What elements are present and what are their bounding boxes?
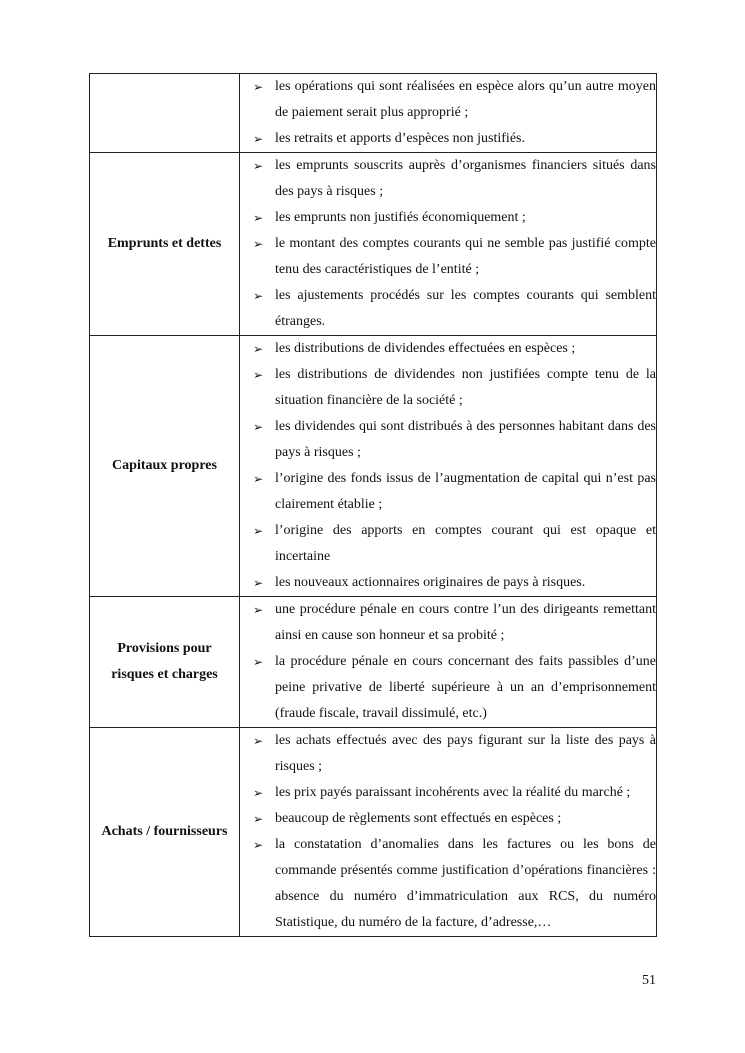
arrow-bullet-icon: ➢ [253, 838, 264, 852]
table-row [90, 153, 657, 336]
category-cell: Emprunts et dettes [90, 153, 240, 336]
list-item: ➢ une procédure pénale en cours contre l’un des dirigeants remettant ainsi en cause son honneur et sa probité ; [240, 597, 656, 649]
items-cell [240, 153, 657, 336]
list-item: ➢ le montant des comptes courants qui ne semble pas justifié compte tenu des caractéristiques de l’entité ; [240, 231, 656, 283]
arrow-bullet-icon: ➢ [253, 734, 264, 748]
category-cell [90, 597, 240, 728]
arrow-bullet-icon: ➢ [253, 368, 264, 382]
items-cell [240, 597, 657, 728]
table-row [90, 728, 657, 937]
list-item: ➢ les opérations qui sont réalisées en espèce alors qu’un autre moyen de paiement serait plus approprié ; [240, 74, 656, 126]
list-item: ➢ les emprunts non justifiés économiquement ; [240, 205, 656, 231]
category-cell [90, 74, 240, 153]
bullet-list [240, 336, 656, 596]
list-item: ➢ la procédure pénale en cours concernant des faits passibles d’une peine privative de liberté supérieure à un an d’emprisonnement (fraude fiscale, travail dissimulé, etc.) [240, 649, 656, 727]
arrow-bullet-icon: ➢ [253, 576, 264, 590]
arrow-bullet-icon: ➢ [253, 812, 264, 826]
page-number: 51 [642, 973, 656, 988]
risk-indicators-table [89, 73, 657, 937]
list-item: ➢ les dividendes qui sont distribués à des personnes habitant dans des pays à risques ; [240, 414, 656, 466]
category-cell: Capitaux propres [90, 336, 240, 597]
arrow-bullet-icon: ➢ [253, 237, 264, 251]
list-item: ➢ l’origine des fonds issus de l’augmentation de capital qui n’est pas clairement établie ; [240, 466, 656, 518]
items-cell [240, 728, 657, 937]
list-item: ➢ les prix payés paraissant incohérents avec la réalité du marché ; [240, 780, 656, 806]
bullet-list [240, 597, 656, 727]
bullet-list [240, 74, 656, 152]
arrow-bullet-icon: ➢ [253, 132, 264, 146]
arrow-bullet-icon: ➢ [253, 524, 264, 538]
arrow-bullet-icon: ➢ [253, 603, 264, 617]
arrow-bullet-icon: ➢ [253, 289, 264, 303]
items-cell [240, 74, 657, 153]
table-row [90, 74, 657, 153]
table-row [90, 597, 657, 728]
arrow-bullet-icon: ➢ [253, 420, 264, 434]
bullet-list [240, 153, 656, 335]
list-item: ➢ les ajustements procédés sur les comptes courants qui semblent étranges. [240, 283, 656, 335]
list-item: ➢ l’origine des apports en comptes courant qui est opaque et incertaine [240, 518, 656, 570]
list-item: ➢ les achats effectués avec des pays figurant sur la liste des pays à risques ; [240, 728, 656, 780]
arrow-bullet-icon: ➢ [253, 159, 264, 173]
category-line: risques et charges [111, 667, 218, 682]
list-item: ➢ beaucoup de règlements sont effectués en espèces ; [240, 806, 656, 832]
items-cell [240, 336, 657, 597]
arrow-bullet-icon: ➢ [253, 342, 264, 356]
list-item: ➢ les nouveaux actionnaires originaires de pays à risques. [240, 570, 656, 596]
arrow-bullet-icon: ➢ [253, 655, 264, 669]
bullet-list [240, 728, 656, 936]
table-row [90, 336, 657, 597]
list-item: ➢ les emprunts souscrits auprès d’organismes financiers situés dans des pays à risques ; [240, 153, 656, 205]
arrow-bullet-icon: ➢ [253, 472, 264, 486]
list-item: ➢ les retraits et apports d’espèces non justifiés. [240, 126, 656, 152]
list-item: ➢ les distributions de dividendes effectuées en espèces ; [240, 336, 656, 362]
arrow-bullet-icon: ➢ [253, 211, 264, 225]
arrow-bullet-icon: ➢ [253, 786, 264, 800]
list-item: ➢ la constatation d’anomalies dans les factures ou les bons de commande présentés comme justification d’opérations financières : absence du numéro d’immatriculation aux RCS, du numéro Statistique, du numéro de la facture, d’adresse,… [240, 832, 656, 936]
category-line: Provisions pour [117, 641, 212, 656]
category-cell: Achats / fournisseurs [90, 728, 240, 937]
arrow-bullet-icon: ➢ [253, 80, 264, 94]
list-item: ➢ les distributions de dividendes non justifiées compte tenu de la situation financière de la société ; [240, 362, 656, 414]
